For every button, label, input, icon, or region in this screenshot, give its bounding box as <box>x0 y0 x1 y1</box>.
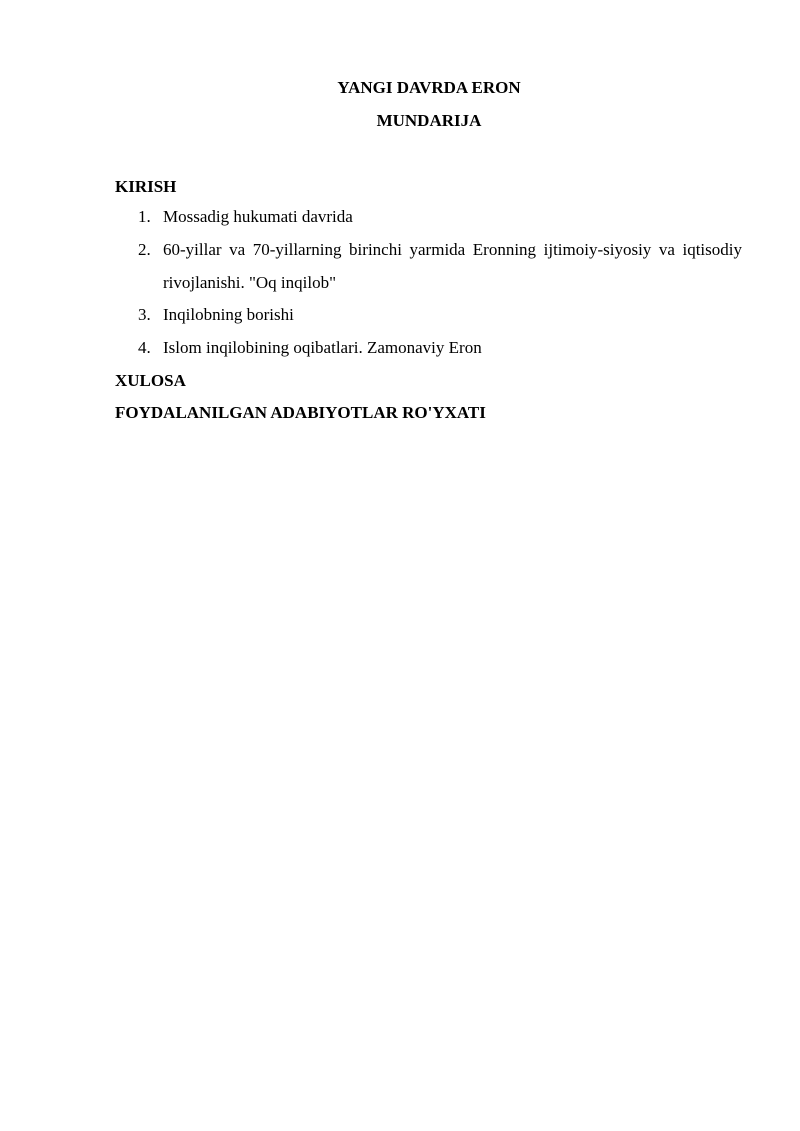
toc-item-text: 60-yillar va 70-yillarning birinchi yarmida Eronning ijtimoiy-siyosiy va iqtisodiy rivojlanishi. "Oq inqilob" <box>163 240 742 292</box>
toc-item-text: Mossadig hukumati davrida <box>163 207 353 226</box>
toc-item-number: 2. <box>138 240 151 259</box>
toc-item <box>138 233 742 299</box>
toc-item-text: Islom inqilobining oqibatlari. Zamonaviy Eron <box>163 338 482 357</box>
toc-item-number: 1. <box>138 207 151 226</box>
toc-item <box>138 200 742 233</box>
toc-section-conclusion: XULOSA <box>115 371 186 390</box>
toc-item-text: Inqilobning borishi <box>163 305 294 324</box>
toc-section-bibliography: FOYDALANILGAN ADABIYOTLAR RO'YXATI <box>115 403 486 422</box>
toc-item-number: 4. <box>138 338 151 357</box>
toc-heading: MUNDARIJA <box>376 111 482 130</box>
toc-section-intro: KIRISH <box>115 177 177 196</box>
toc-item <box>138 331 742 364</box>
toc-item-number: 3. <box>138 305 151 324</box>
toc-item <box>138 298 742 331</box>
document-title: YANGI DAVRDA ERON <box>337 78 521 97</box>
